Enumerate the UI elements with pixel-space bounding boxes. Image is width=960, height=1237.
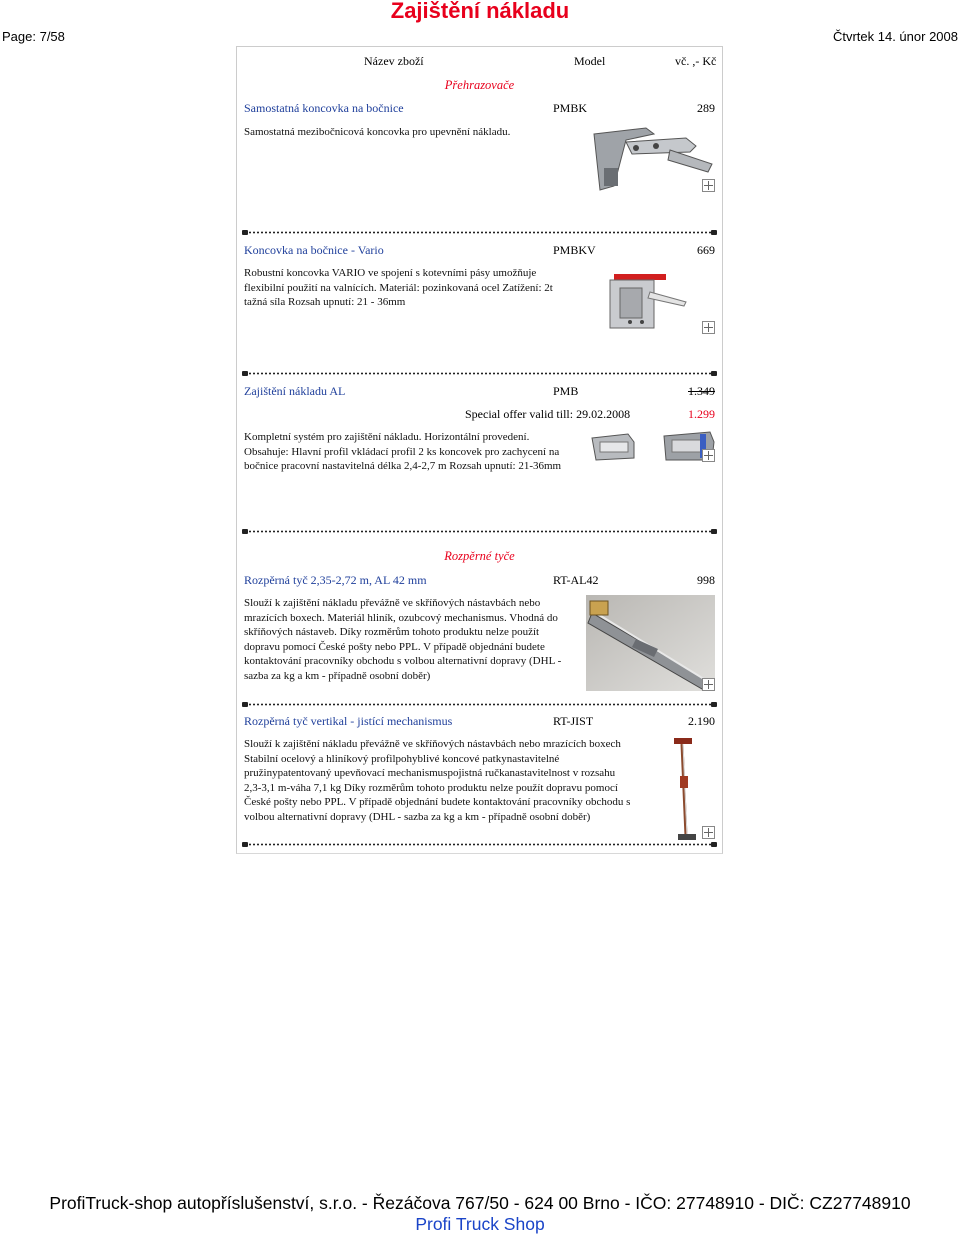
page-date: Čtvrtek 14. únor 2008 [832, 29, 958, 44]
dotted-divider [244, 703, 715, 706]
product-price-pmbk: 289 [697, 101, 715, 115]
product-name-rt-jist[interactable]: Rozpěrná tyč vertikal - jistící mechanismus [244, 714, 453, 728]
zoom-icon[interactable] [702, 321, 715, 334]
column-header-name: Název zboží [364, 54, 424, 68]
page-title: Zajištění nákladu [390, 0, 570, 23]
dotted-divider [244, 231, 715, 234]
product-model-rt-al42: RT-AL42 [553, 573, 599, 587]
dotted-divider [244, 843, 715, 846]
product-model-pmbkv: PMBKV [553, 243, 596, 257]
category-heading-rozperne-tyce: Rozpěrné tyče [444, 549, 515, 563]
dotted-divider [244, 372, 715, 375]
category-heading-prehrazovace: Přehrazovače [444, 78, 515, 92]
footer-company-info: ProfiTruck-shop autopříslušenství, s.r.o. - Řezáčova 767/50 - 624 00 Brno - IČO: 27748910 - DIČ: CZ27748910 [49, 1193, 911, 1213]
product-price-old-pmb: 1.349 [688, 384, 715, 398]
product-name-pmb[interactable]: Zajištění nákladu AL [244, 384, 346, 398]
zoom-icon[interactable] [702, 449, 715, 462]
dotted-divider [244, 530, 715, 533]
zoom-icon[interactable] [702, 826, 715, 839]
product-description-pmb: Kompletní systém pro zajištění nákladu. Horizontální provedení. Obsahuje: Hlavní profil vkládací profil 2 ks koncovek pro zachycení na bočnice pracovní nastavitelná délka 2,4-2,7 m Rozsah upnutí: 21-36mm [244, 431, 562, 472]
column-header-price: vč. ,- Kč [675, 54, 717, 68]
product-name-rt-al42[interactable]: Rozpěrná tyč 2,35-2,72 m, AL 42 mm [244, 573, 427, 587]
product-price-pmbkv: 669 [697, 243, 715, 257]
product-price-rt-jist: 2.190 [688, 714, 715, 728]
product-description-rt-jist: Slouží k zajištění nákladu převážně ve skříňových nástavbách nebo mrazících boxech Stabilní ocelový a hliníkový profilpohyblivé koncové patkynastavitelné pružinypatentovaný upevňovací mechanismuspojistná ručkanastavitelnost v rozsahu 2,3-3,1 m-váha 7,1 kg Díky rozměrům tohoto produktu nelze použít dopravu pomocí České pošty nebo PPL. V případě objednání budete kontaktování pracovníky obchodu s volbou alternativní dopravy (DHL - sazba za kg a km - případně osobní doběr) [244, 738, 631, 823]
product-price-offer-pmb: 1.299 [688, 407, 715, 421]
product-model-rt-jist: RT-JIST [553, 714, 594, 728]
product-name-pmbkv[interactable]: Koncovka na bočnice - Vario [244, 243, 384, 257]
product-price-rt-al42: 998 [697, 573, 715, 587]
footer-shop-link[interactable]: Profi Truck Shop [415, 1214, 545, 1234]
product-description-rt-al42: Slouží k zajištění nákladu převážně ve skříňových nástavbách nebo mrazících boxech. Materiál hliník, ozubcový mechanismus. Vhodná do skříňových nástaveb. Díky rozměrům tohoto produktu nelze použít dopravu pomocí České pošty nebo PPL. V případě objednání budete kontaktování pracovníky obchodu s volbou alternativní dopravy (DHL - sazba za kg a km - případně osobní doběr) [244, 597, 562, 682]
zoom-icon[interactable] [702, 678, 715, 691]
page-number: Page: 7/58 [2, 29, 65, 44]
product-image-rt-al42[interactable] [586, 595, 715, 691]
special-offer-label: Special offer valid till: 29.02.2008 [465, 407, 631, 421]
product-model-pmb: PMB [553, 384, 579, 398]
zoom-icon[interactable] [702, 179, 715, 192]
product-model-pmbk: PMBK [553, 101, 588, 115]
product-image-rt-jist[interactable] [672, 736, 700, 844]
column-header-model: Model [574, 54, 606, 68]
product-description-pmbk: Samostatná mezibočnicová koncovka pro upevnění nákladu. [244, 126, 511, 138]
product-description-pmbkv: Robustní koncovka VARIO ve spojení s kotevními pásy umožňuje flexibilní použití na valnících. Materiál: pozinkovaná ocel Zatížení: 2t tažná síla Rozsah upnutí: 21 - 36mm [244, 267, 553, 308]
product-image-pmbkv[interactable] [590, 264, 690, 338]
product-image-pmbk[interactable] [586, 120, 716, 196]
product-name-pmbk[interactable]: Samostatná koncovka na bočnice [244, 101, 404, 115]
product-image-pmb[interactable] [588, 430, 716, 464]
